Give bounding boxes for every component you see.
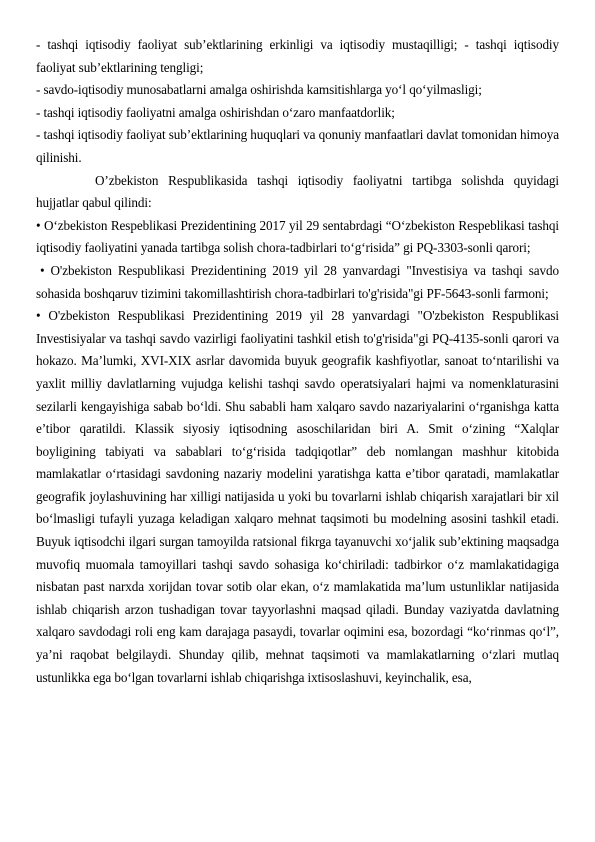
principle-state-protection: - tashqi iqtisodiy faoliyat sub’ektlarining huquqlari va qonuniy manfaatlari davlat tomonidan himoya qilinishi.: [36, 127, 559, 165]
decree-pf-5643-item: • O'zbekiston Respublikasi Prezidentining 2019 yil 28 yanvardagi "Investisiya va tashqi savdo sohasida boshqaruv tizimini takomillashtirish chora-tadbirlari to'g'risida"gi PF-5643-sonli farmoni;: [36, 262, 559, 301]
decree-pq-4135-and-theory-paragraph: • O'zbekiston Respublikasi Prezidentining 2019 yil 28 yanvardagi "O'zbekiston Respublikasi Investisiyalar va tashqi savdo vazirligi faoliyatini tashkil etish to'g'risida"gi PQ-4135-sonli qarori va hokazo. Ma’lumki, XVI-XIX asrlar davomida buyuk geografik kashfiyotlar, sanoat to‘ntarilishi va yaxlit milliy davlatlarning vujudga kelishi tashqi savdo operatsiyalari hajmi va nomenklaturasini sezilarli kengayishiga sabab bo‘ldi. Shu sababli ham xalqaro savdo nazariyalarini o‘rganishga katta e’tibor qaratildi. Klassik siyosiy iqtisodning asoschilaridan biri A. Smit o‘zining “Xalqlar boyligining tabiyati va sabablari to‘g‘risida tadqiqotlar” deb nomlangan mashhur kitobida mamlakatlar o‘rtasidagi savdoning nazariy modelini yaratishga katta e’tibor qaratadi, mamlakatlar geografik joylashuvining har xilligi natijasida u yoki bu tovarlarni ishlab chiqarish xarajatlari bir xil bo‘lmasligi tufayli yuzaga keladigan xalqaro mehnat taqsimoti bu modelning asosini tashkil etadi. Buyuk iqtisodchi ilgari surgan tamoyilda ratsional fikrga tayanuvchi xo‘jalik sub’ektining maqsadga muvofiq muomala tamoyillari tashqi savdo sohasiga ko‘chiriladi: tadbirkor o‘z mamlakatidagiga nisbatan past narxda xorijdan tovar sotib olar ekan, o‘z mamlakatida ma’lum ustunliklar natijasida ishlab chiqarish arzon tushadigan tovar tayyorlashni maqsad qiladi. Bunday vaziyatda davlatning xalqaro savdodagi roli eng kam darajaga pasaydi, tovarlar oqimini esa, bozordagi “ko‘rinmas qo‘l”, ya’ni raqobat belgilaydi. Shunday qilib, mehnat taqsimoti va mamlakatlarning o‘zlari mutlaq ustunlikka ega bo‘lgan tovarlarni ishlab chiqarishga ixtisoslashuvi, keyinchalik, esa,: [36, 308, 559, 685]
decree-pq-3303-item: • O‘zbekiston Respeblikasi Prezidentining 2017 yil 29 sentabrdagi “O‘zbekiston Respeblikasi tashqi iqtisodiy faoliyatini yanada tartibga solish chora-tadbirlari to‘g‘risida” gi PQ-3303-sonli qarori;: [36, 217, 559, 256]
document-page: [36, 34, 559, 689]
principle-mutual-interest: - tashqi iqtisodiy faoliyatni amalga oshirishdan o‘zaro manfaatdorlik;: [36, 104, 395, 120]
principle-freedom-equality: - tashqi iqtisodiy faoliyat sub’ektlarining erkinligi va iqtisodiy mustaqilligi; - tashqi iqtisodiy faoliyat sub’ektlarining tengligi;: [36, 37, 559, 75]
documents-intro-paragraph: O’zbekiston Respublikasida tashqi iqtisodiy faoliyatni tartibga solishda quyidagi hujjatlar qabul qilindi:: [36, 172, 559, 211]
principle-non-discrimination: - savdo-iqtisodiy munosabatlarni amalga oshirishda kamsitishlarga yo‘l qo‘yilmasligi;: [36, 82, 482, 98]
